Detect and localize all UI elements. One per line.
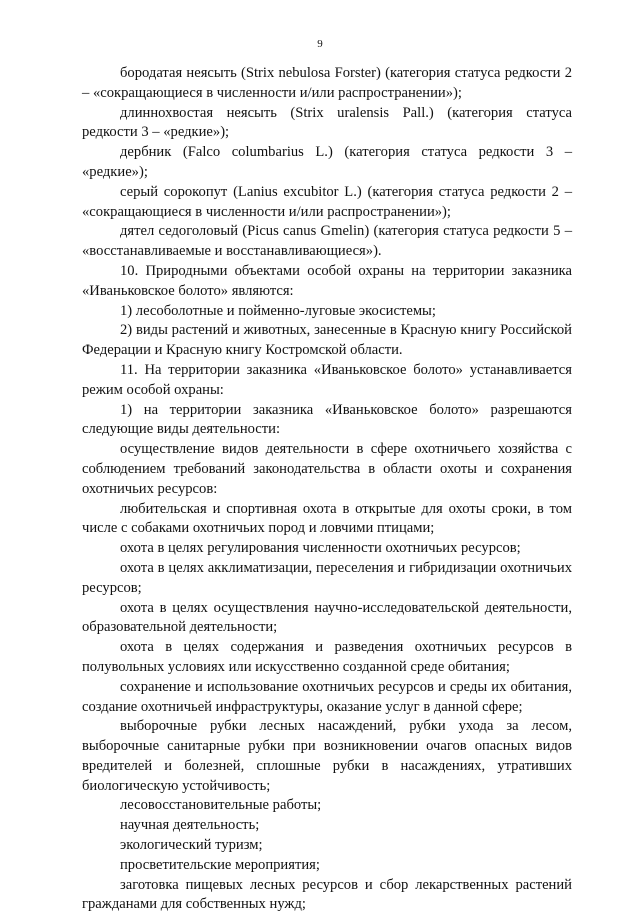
paragraph: заготовка пищевых лесных ресурсов и сбор лекарственных растений гражданами для собственных нужд; [82, 876, 572, 913]
page-number: 9 [317, 38, 323, 50]
paragraph: серый сорокопут (Lanius excubitor L.) (категория статуса редкости 2 – «сокращающиеся в численности и/или распространении»); [82, 183, 572, 220]
paragraph: лесовосстановительные работы; [120, 797, 322, 814]
paragraph: выборочные рубки лесных насаждений, рубки ухода за лесом, выборочные санитарные рубки при возникновении очагов опасных видов вредителей и болезней, сплошные рубки в насаждениях, утративших биологическую устойчивость; [82, 718, 572, 794]
paragraph: научная деятельность; [120, 817, 260, 834]
paragraph: охота в целях акклиматизации, переселения и гибридизации охотничьих ресурсов; [82, 559, 572, 596]
paragraph: 2) виды растений и животных, занесенные в Красную книгу Российской Федерации и Красную книгу Костромской области. [82, 322, 572, 359]
paragraph: 10. Природными объектами особой охраны на территории заказника «Иваньковское болото» являются: [82, 262, 572, 299]
paragraph: 1) лесоболотные и пойменно-луговые экосистемы; [120, 302, 436, 319]
paragraph: длиннохвостая неясыть (Strix uralensis Pall.) (категория статуса редкости 3 – «редкие»); [82, 104, 572, 141]
paragraph: 1) на территории заказника «Иваньковское болото» разрешаются следующие виды деятельности: [82, 401, 572, 438]
paragraph: бородатая неясыть (Strix nebulosa Forster) (категория статуса редкости 2 – «сокращающиеся в численности и/или распространении»); [82, 65, 572, 101]
paragraph: сохранение и использование охотничьих ресурсов и среды их обитания, создание охотничьей инфраструктуры, оказание услуг в данной сфере; [82, 678, 572, 715]
paragraph: просветительские мероприятия; [120, 856, 320, 873]
paragraph: дятел седоголовый (Picus canus Gmelin) (категория статуса редкости 5 – «восстанавливаемые и восстанавливающиеся»). [82, 223, 572, 260]
paragraph: охота в целях содержания и разведения охотничьих ресурсов в полувольных условиях или искусственно созданной среде обитания; [82, 639, 572, 675]
paragraph: осуществление видов деятельности в сфере охотничьего хозяйства с соблюдением требований законодательства в области охоты и сохранения охотничьих ресурсов: [82, 441, 572, 497]
paragraph: экологический туризм; [120, 837, 263, 854]
document-body [82, 64, 572, 915]
paragraph: дербник (Falco columbarius L.) (категория статуса редкости 3 – «редкие»); [82, 144, 572, 180]
paragraph: охота в целях регулирования численности охотничьих ресурсов; [120, 540, 521, 557]
paragraph: охота в целях осуществления научно-исследовательской деятельности, образовательной деятельности; [82, 599, 572, 636]
paragraph: 11. На территории заказника «Иваньковское болото» устанавливается режим особой охраны: [82, 361, 572, 398]
paragraph: любительская и спортивная охота в открытые для охоты сроки, в том числе с собаками охотничьих пород и ловчими птицами; [82, 500, 572, 537]
